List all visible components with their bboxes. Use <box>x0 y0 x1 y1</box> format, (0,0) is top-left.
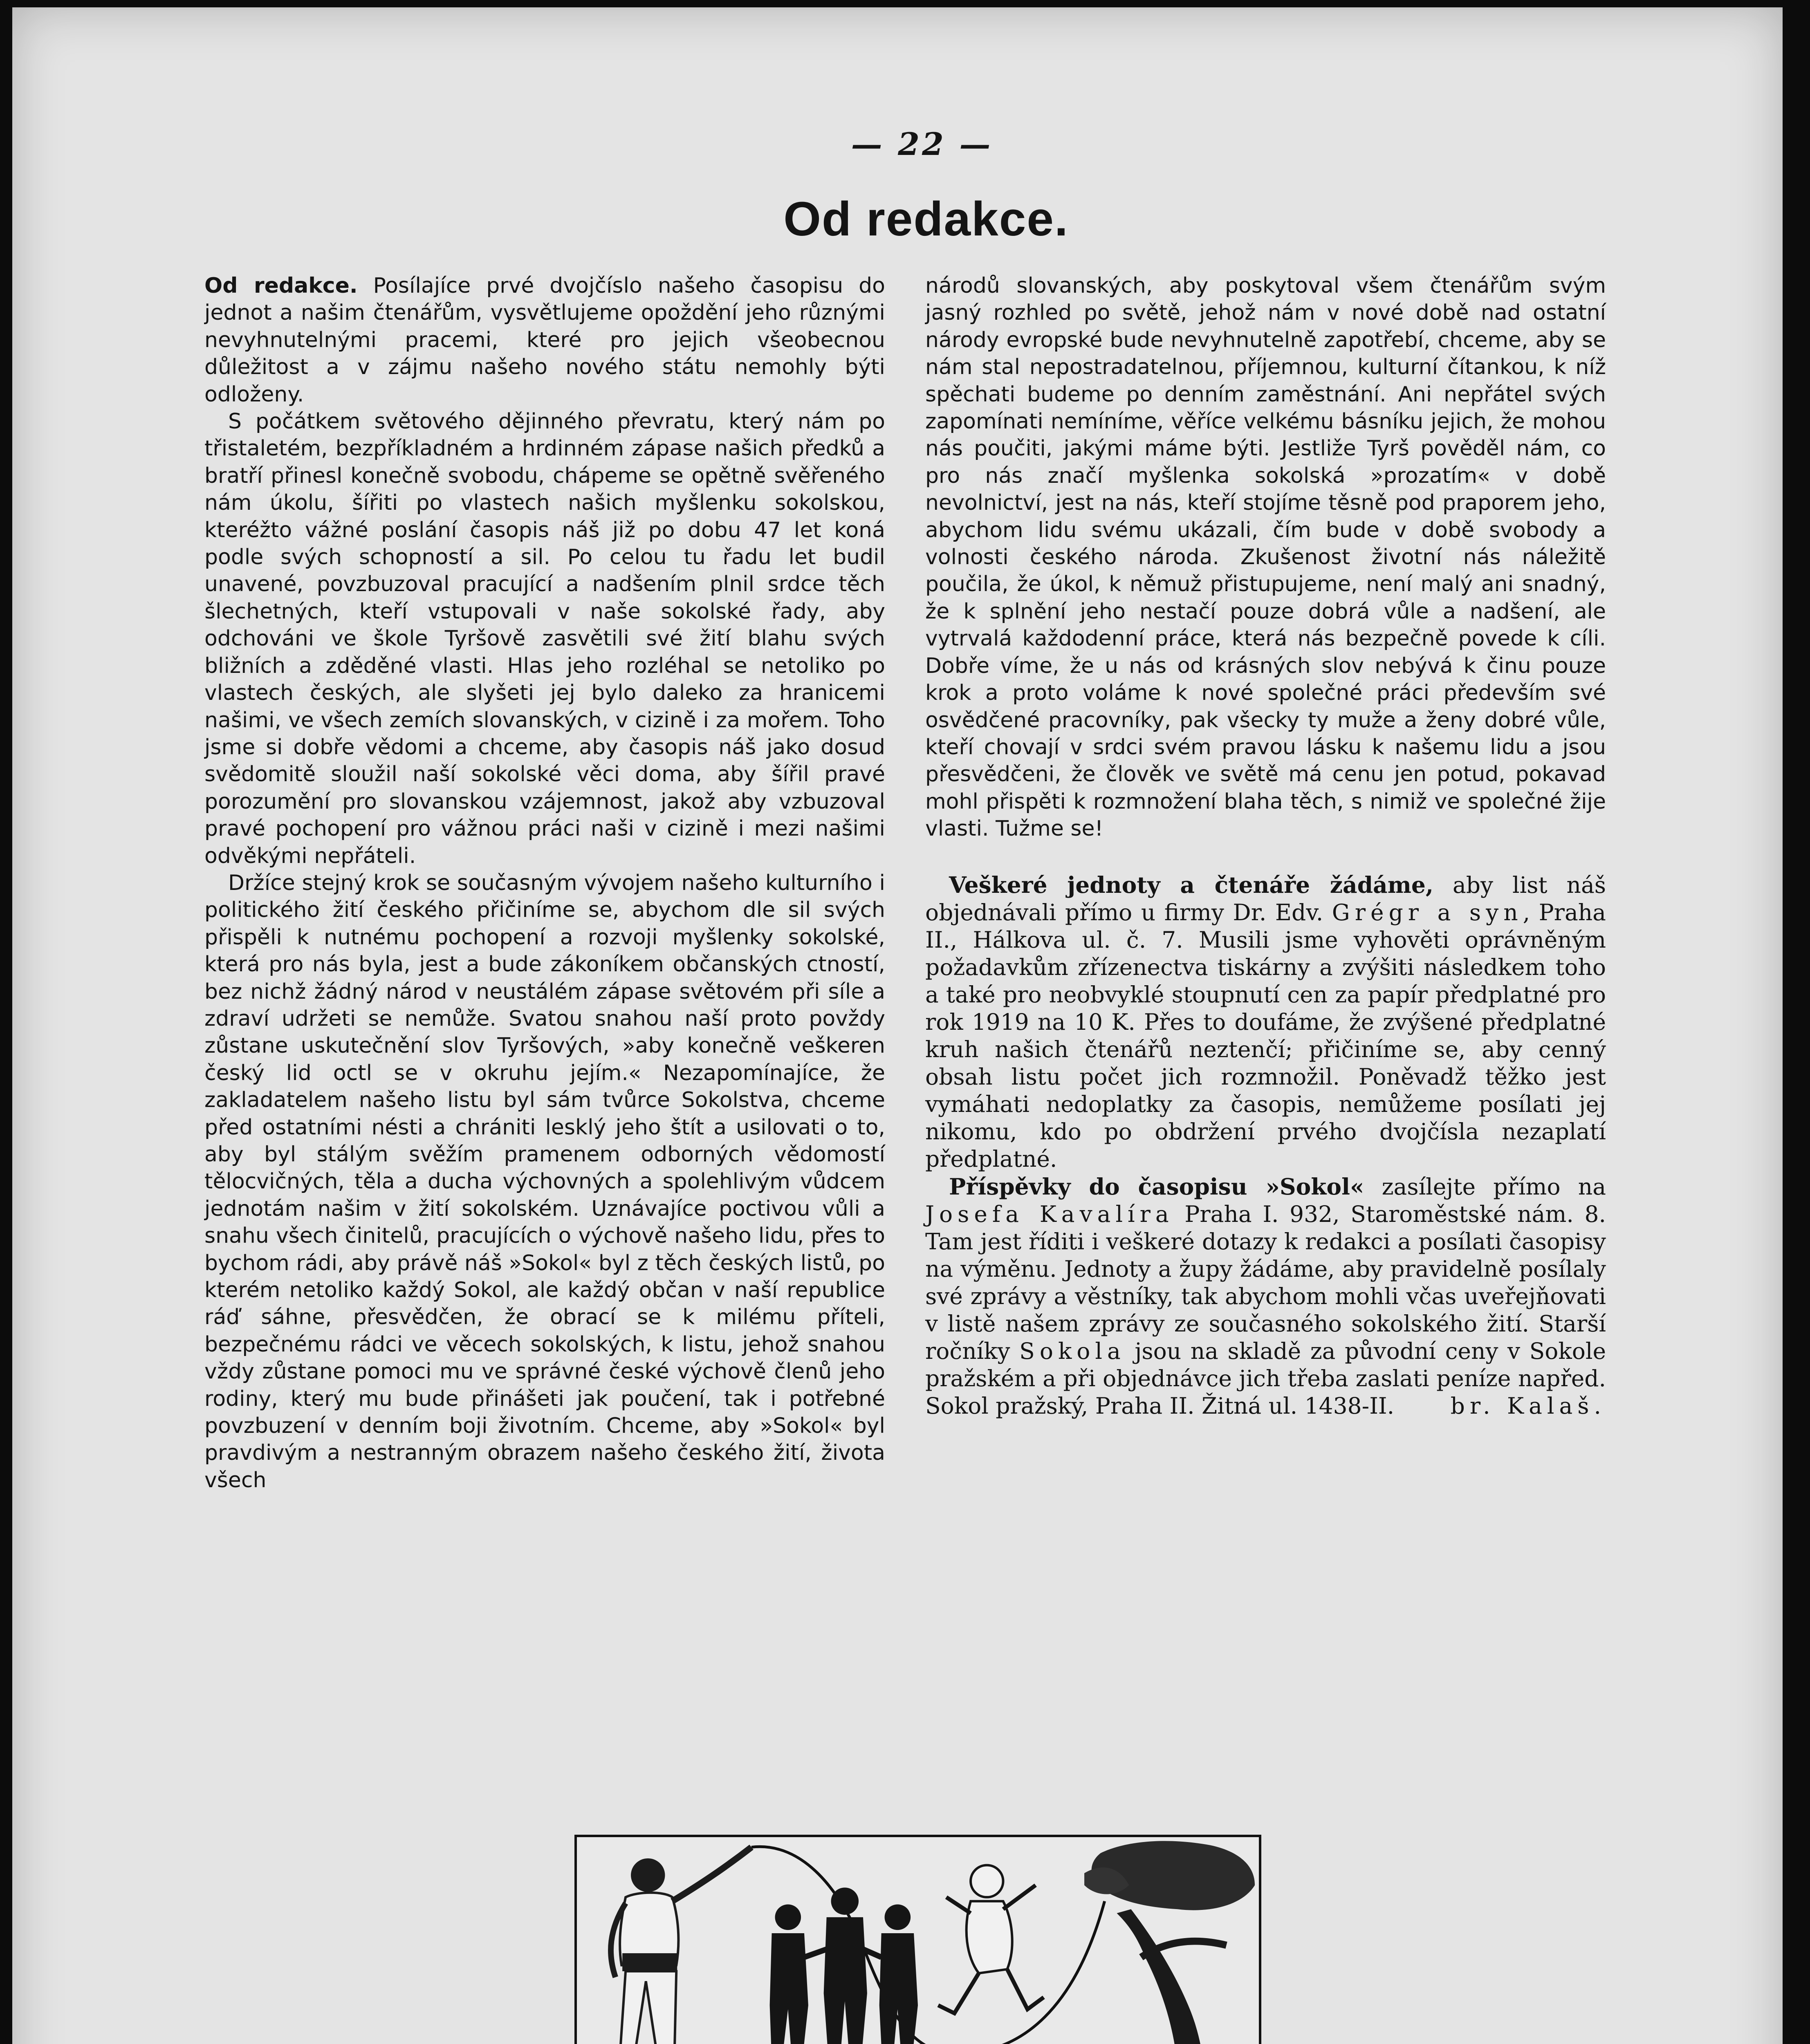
sokol-name: Sokola <box>1019 1338 1126 1364</box>
signature: br. Kalaš. <box>1450 1392 1606 1419</box>
subscription-notice-text-a: aby list náš objednávali přímo u firmy Dr. Edv. <box>925 872 1606 926</box>
paragraph-2: S počátkem světového dějinného převratu, který nám po třistaletém, bezpříkladném a hrdinném zápase našich předků a bratří přinesl konečně svobodu, chápeme se opětně svěřeného nám úkolu, šířiti po vlastech našich myšlenku sokolskou, kteréžto vážné poslání časopis náš již po dobu 47 let koná podle svých schopností a sil. Po celou tu řadu let budil unavené, povzbuzoval pracující a nadšením plnil srdce těch šlechetných, kteří vstupovali v naše sokolské řady, aby odchováni ve škole Tyršově zasvětili své žití blahu svých bližních a zděděné vlasti. Hlas jeho rozléhal se netoliko po vlastech českých, ale slyšeti jej bylo daleko za hranicemi našimi, ve všech zemích slovanských, v cizině i za mořem. Toho jsme si dobře vědomi a chceme, aby časopis náš jako dosud svědomitě sloužil naší sokolské věci doma, aby šířil pravé porozumění pro slovanskou vzájemnost, jakož aby vzbuzoval pravé pochopení pro vážnou práci naši v cizině i mezi našimi odvěkými nepřáteli. <box>204 409 885 868</box>
editor-name: Josefa Kavalíra <box>925 1201 1174 1227</box>
contributions-notice <box>925 1173 1606 1420</box>
right-column <box>925 272 1606 1420</box>
paragraph-1-text: Posílajíce prvé dvojčíslo našeho časopisu do jednot a našim čtenářům, vysvětlujeme opoždění jeho různými nevyhnutelnými pracemi, které pro jejich všeobecnou důležitost a v zájmu našeho nového státu nemohly býti odloženy. <box>204 273 885 407</box>
subscription-notice-text-b: , Praha II., Hálkova ul. č. 7. Musili jsme vyhověti oprávněným požadavkům zřízenectva tiskárny a zvýšiti následkem toho a také pro neobvyklé stoupnutí cen za papír předplatné pro rok 1919 na 10 K. Přes to doufáme, že zvýšené předplatné kruh našich čtenářů neztenčí; přičiníme se, aby cenný obsah listu počet jich rozmnožil. Poněvadž těžko jest vymáhati nedoplatky za časopis, nemůžeme posílati jej nikomu, kdo po obdržení prvého dvojčísla nezaplatí předplatné. <box>925 899 1606 1172</box>
paragraph-3: Držíce stejný krok se současným vývojem našeho kulturního i politického žití českého přičiníme se, abychom dle sil svých přispěli k nutnému pochopení a rozvoji myšlenky sokolské, která pro nás byla, jest a bude zákoníkem občanských ctností, bez nichž žádný národ v neustálém zápase světovém při síle a zdraví udržeti se nemůže. Svatou snahou naší proto povždy zůstane uskutečnění slov Tyršových, »aby konečně veškeren český lid octl se v okruhu jejím.« Nezapomínajíce, že zakladatelem našeho listu byl sám tvůrce Sokolstva, chceme před ostatními nésti a chrániti lesklý jeho štít a usilovati o to, aby byl stálým svěžím pramenem odborných vědomostí tělocvičných, těla a ducha výchovných a spolehlivým vůdcem jednotám našim v žití sokolském. Uznávajíce poctivou vůli a snahu všech činitelů, pracujících o výchově našeho lidu, přes to bychom rádi, aby právě náš »Sokol« byl z těch českých listů, po kterém netoliko každý Sokol, ale každý občan v naší republice ráď sáhne, přesvědčen, že obrací se k milému příteli, bezpečnému rádci ve věcech sokolských, k listu, jehož snahou vždy zůstane pomoci mu ve správné české výchově členů jeho rodiny, který mu bude přinášeti jak poučení, tak i potřebné povzbuzení v denním boji životním. Chceme, aby »Sokol« byl pravdivým a nestranným obrazem našeho českého žití, života všech <box>204 870 885 1493</box>
page-title: Od redakce. <box>783 192 1069 246</box>
illustration-drawing <box>577 1837 1259 2044</box>
contributions-notice-text-c: jsou na skladě za původní ceny v Sokole pražském a při objednávce jich třeba zaslati peníze napřed. Sokol pražský, Praha II. Žitná ul. 1438-II. <box>925 1338 1606 1419</box>
subscription-notice-heading: Veškeré jednoty a čtenáře žádáme, <box>949 871 1434 898</box>
contributions-notice-text-a: zasílejte přímo na <box>1364 1173 1606 1200</box>
page <box>12 7 1783 2044</box>
continuation-paragraph: národů slovanských, aby poskytoval všem čtenářům svým jasný rozhled po světě, jehož nám v nové době nad ostatní národy evropské bude nevyhnutelně zapotřebí, chceme, aby se nám stal nepostradatelnou, příjemnou, kulturní čítankou, k níž spěchati budeme po denním zaměstnání. Ani nepřátel svých zapomínati nemíníme, věříce velkému básníku jejich, že mohou nás poučiti, jakými máme býti. Jestliže Tyrš pověděl nám, co pro nás značí myšlenka sokolská »prozatím« v době nevolnictví, jest na nás, kteří stojíme těsně pod praporem jeho, abychom lidu svému ukázali, čím bude v době svobody a volnosti českého národa. Zkušenost životní nás náležitě poučila, že úkol, k němuž přistupujeme, není malý ani snadný, že k splnění jeho nestačí pouze dobrá vůle a nadšení, ale vytrvalá každodenní práce, která nás bezpečně povede k cíli. Dobře víme, že u nás od krásných slov nebývá k činu pouze krok a proto voláme k nové společné práci především své osvědčené pracovníky, pak všecky ty muže a ženy dobré vůle, kteří chovají v srdci svém pravou lásku k našemu lidu a jsou přesvědčeni, že člověk ve světě má cenu jen potud, pokavad mohl přispěti k rozmnožení blaha těch, s nimiž ve společné žije vlasti. Tužme se! <box>925 273 1606 841</box>
paragraph-1 <box>204 272 885 408</box>
spacer <box>925 843 1606 871</box>
illustration-gymnasts <box>574 1835 1261 2044</box>
subscription-notice <box>925 871 1606 1173</box>
left-column <box>204 272 885 1494</box>
publisher-name: Grégr a syn <box>1332 899 1523 926</box>
lead-heading: Od redakce. <box>204 273 358 298</box>
contributions-notice-heading: Příspěvky do časopisu »Sokol« <box>949 1173 1364 1200</box>
contributions-notice-text-b: Praha I. 932, Staroměstské nám. 8. Tam jest říditi i veškeré dotazy k redakci a posílati časopisy na výměnu. Jednoty a župy žádáme, aby pravidelně posílaly své zprávy a věstníky, tak abychom mohli včas uveřejňovati v listě našem zprávy ze současného sokolského žití. Starší ročníky <box>925 1201 1606 1364</box>
page-number: — 22 — <box>851 126 993 162</box>
